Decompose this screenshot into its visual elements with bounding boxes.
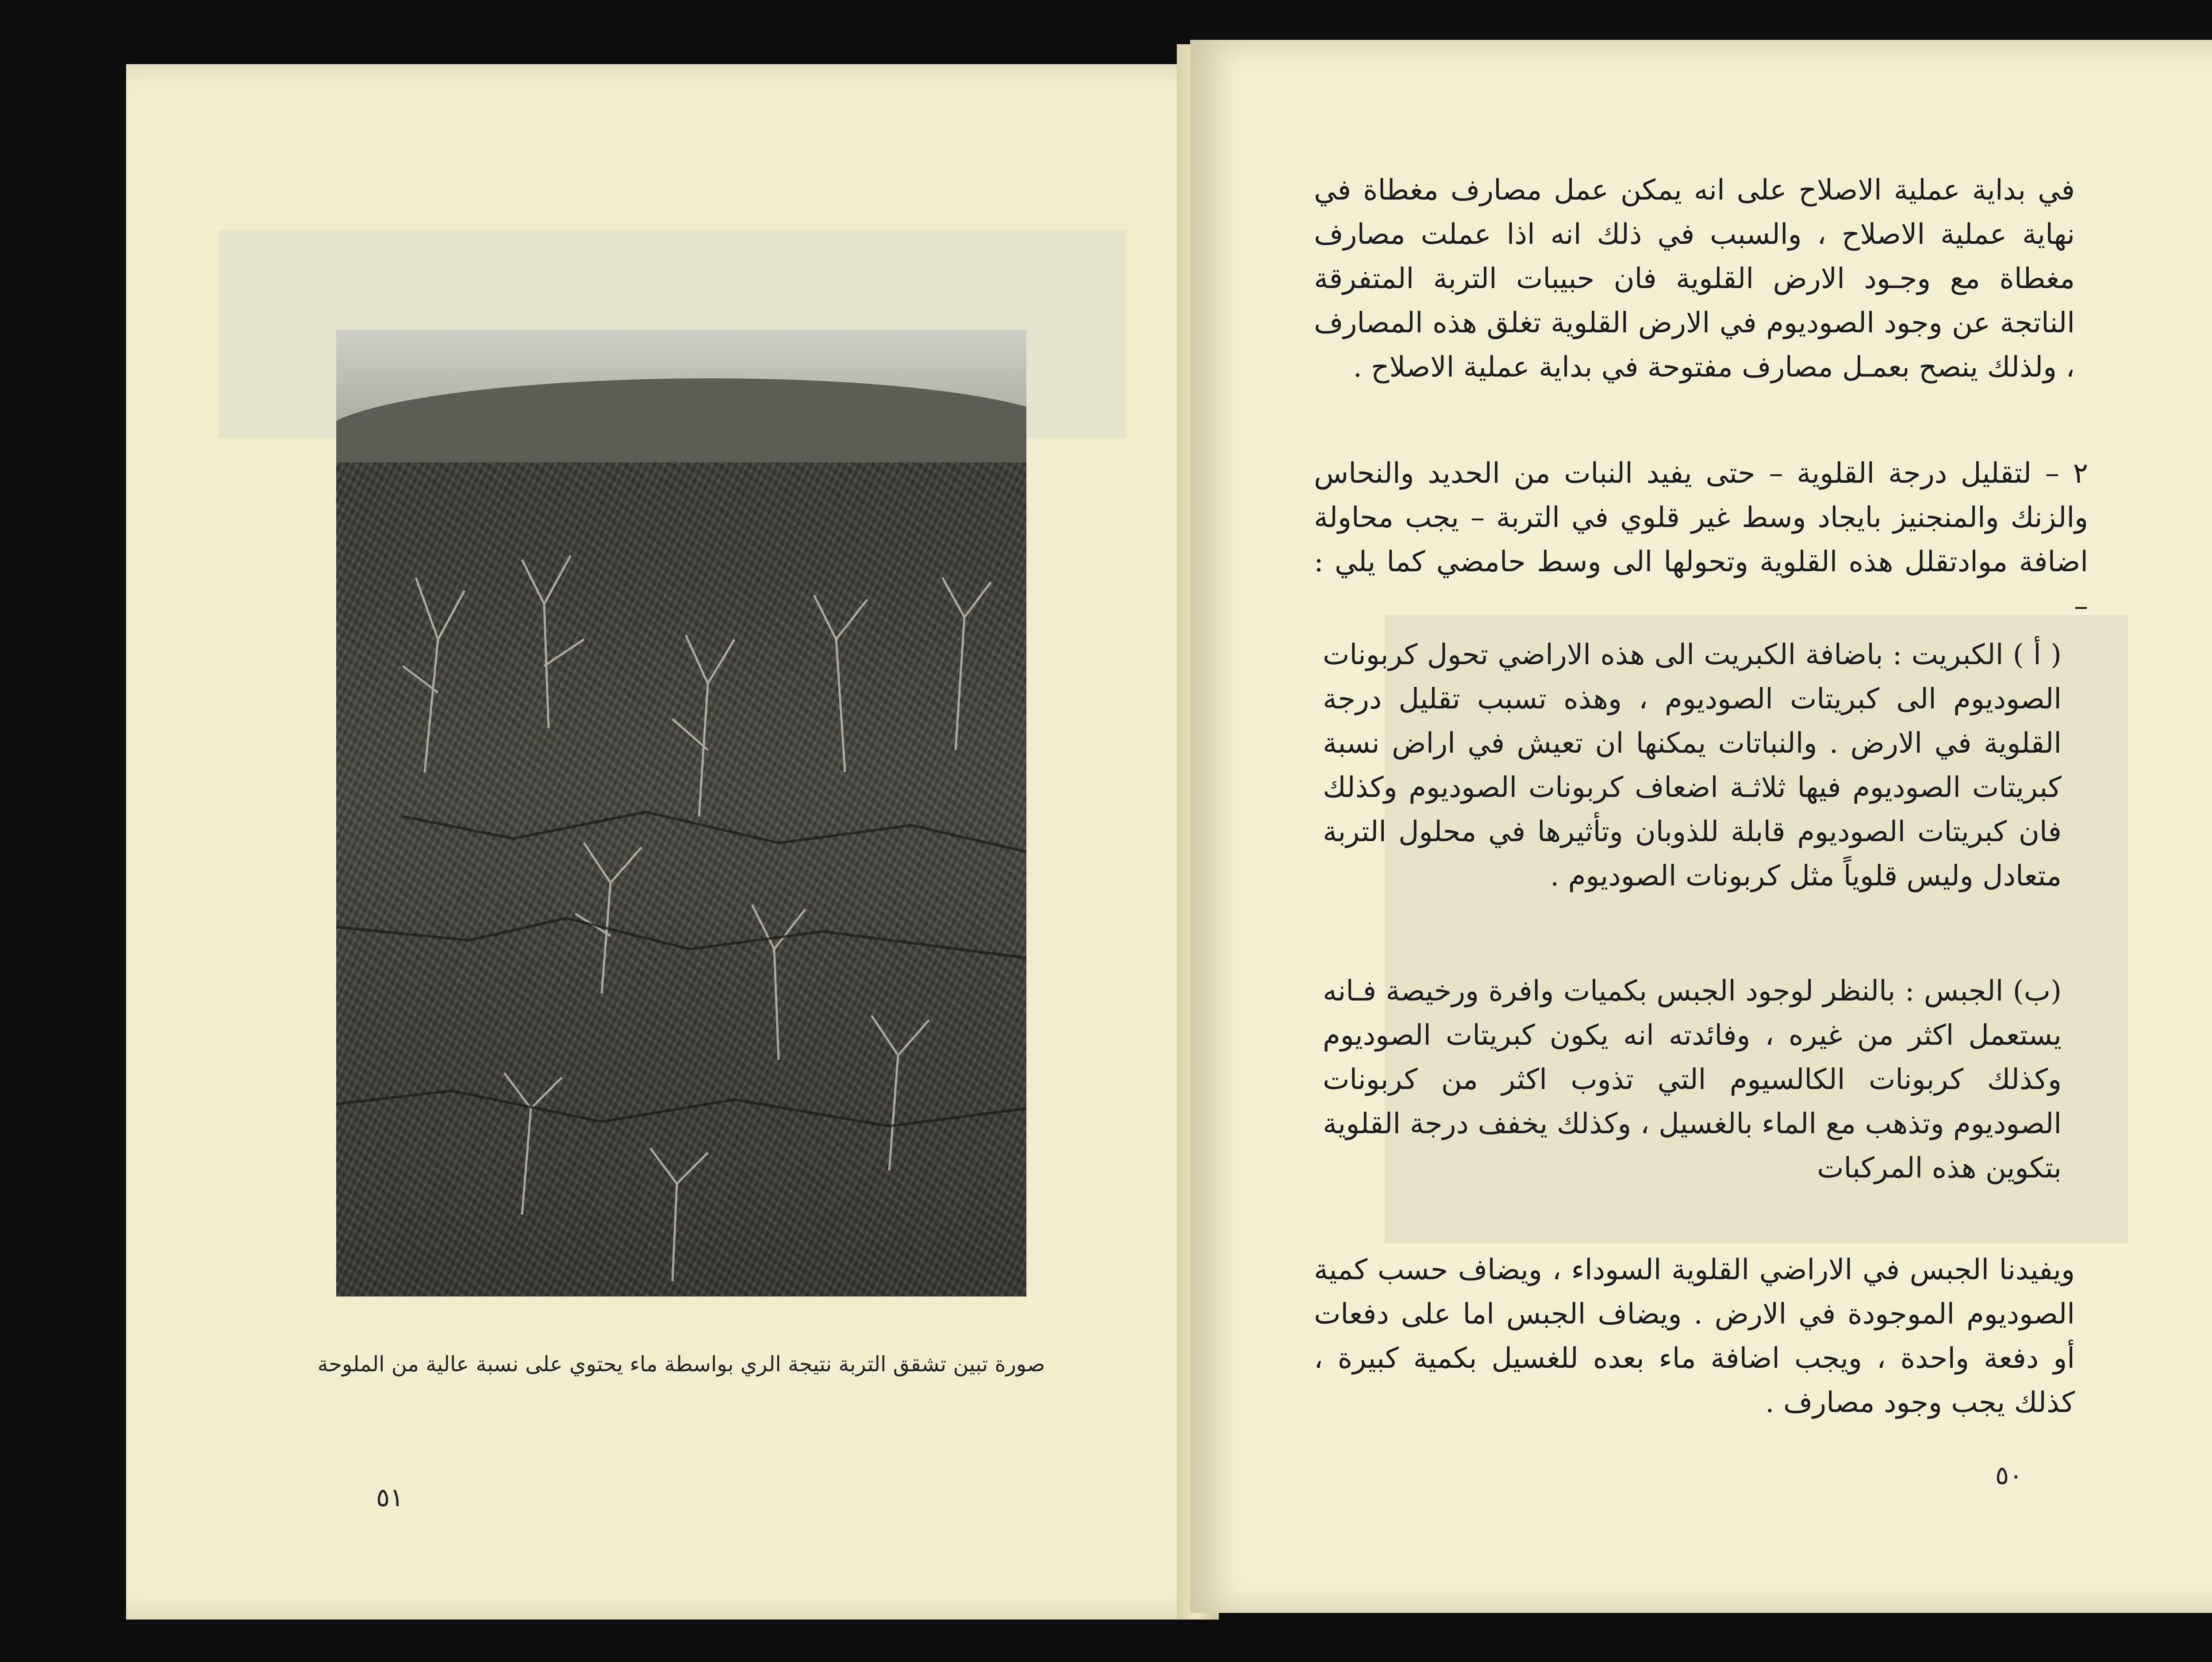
photo-shrubs — [336, 330, 1026, 1297]
right-page-number: ٥٠ — [1995, 1460, 2023, 1490]
left-page-number: ٥١ — [376, 1482, 404, 1512]
photo-caption: صورة تبين تشقق التربة نتيجة الري بواسطة ماء يحتوي على نسبة عالية من الملوحة — [317, 1352, 1045, 1377]
paragraph-5: ويفيدنا الجبس في الاراضي القلوية السوداء ، ويضاف حسب كمية الصوديوم الموجودة في الارض . ويضاف الجبس اما على دفعات أو دفعة واحدة ، ويجب اضافة ماء بعده للغسيل بكمية كبيرة ، كذلك يجب وجود مصارف . — [1314, 1254, 2075, 1419]
paragraph-2: ٢ – لتقليل درجة القلوية – حتى يفيد النبات من الحديد والنحاس والزنك والمنجنيز بايجاد وسط غير قلوي في التربة – يجب محاولة اضافة موادتقلل هذه القلوية وتحولها الى وسط حامضي كما يلي : – — [1314, 457, 2088, 623]
paragraph-1: في بداية عملية الاصلاح على انه يمكن عمل مصارف مغطاة في نهاية عملية الاصلاح ، والسبب في ذلك انه اذا عملت مصارف مغطاة مع وجـود الارض القلوية فان حبيبات التربة المتفرقة الناتجة عن وجود الصوديوم في الارض القلوية تغلق هذه المصارف ، ولذلك ينصح بعمـل مصارف مفتوحة في بداية عملية الاصلاح . — [1314, 174, 2075, 384]
paragraph-sulfur: ( أ ) الكبريت : باضافة الكبريت الى هذه الاراضي تحول كربونات الصوديوم الى كبريتات الصوديوم ، وهذه تسبب تقليل درجة القلوية في الارض . والنباتات يمكنها ان تعيش في اراض نسبة كبريتات الصوديوم فيها ثلاثـة اضعاف كربونات الصوديوم وكذلك فان كبريتات الصوديوم قابلة للذوبان وتأثيرها في محلول التربة متعادل وليس قلوياً مثل كربونات الصوديوم . — [1323, 639, 2062, 893]
paragraph-gypsum: (ب) الجبس : بالنظر لوجود الجبس بكميات وافرة ورخيصة فـانه يستعمل اكثر من غيره ، وفائدته انه يكون كبريتات الصوديوم وكذلك كربونات الكالسيوم التي تذوب اكثر من كربونات الصوديوم وتذهب مع الماء بالغسيل ، وكذلك يخفف درجة القلوية بتكوين هذه المركبات — [1323, 975, 2062, 1185]
field-photo — [336, 330, 1026, 1297]
